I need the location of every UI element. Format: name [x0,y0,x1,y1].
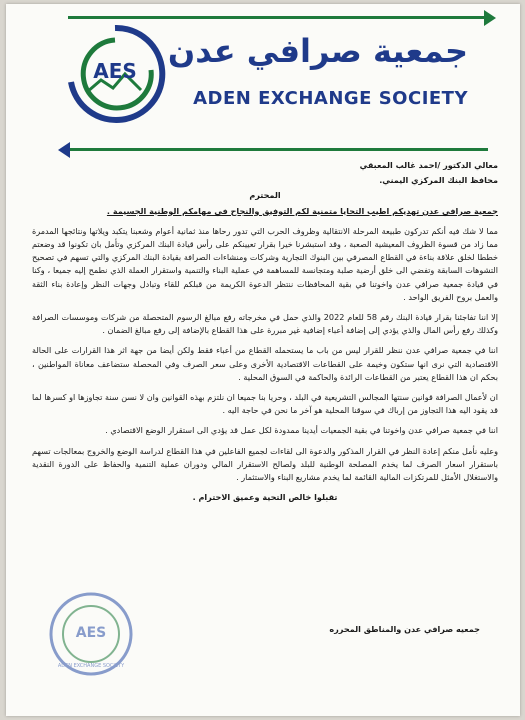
paragraph-2: إلا اننا تفاجئنا بقرار قيادة البنك رقم 58 للعام 2022 والذي حمل في مخرجاته رفع مبالغ الرسوم المتحصلة من شركات وموسسات الصرافة وكذلك رفع رأس المال والذي يؤدي إلى إضافة أعباء إضافية غير مبررة على هذا القطاع بالإضافة إلى رفع مبالغ الضمان . [32,312,498,336]
arrow-right-icon [484,10,496,26]
signature: جمعيه صرافي عدن والمناطق المحرره [329,624,480,634]
org-title-english: ADEN EXCHANGE SOCIETY [193,88,468,109]
recipient-name: معالي الدكتور /احمد غالب المعبقي [359,160,498,170]
letter-body [32,159,498,511]
closing-line: تقبلوا خالص التحية وعميق الاحترام . [192,492,338,503]
org-stamp [46,589,136,679]
paragraph-5: اننا في جمعية صرافي عدن واخوتنا في بقية الجمعيات أيدينا ممدودة لكل عمل قد يؤدي الى استقرار الوضع الاقتصادي . [105,425,498,436]
aes-logo [61,20,169,128]
stamp-caption: ADEN EXCHANGE SOCIETY [57,663,125,669]
letter-headline: جمعية صرافي عدن تهديكم اطيب التحايا متمنية لكم التوفيق والنجاح في مهامكم الوطنية الجسيمة . [106,205,498,216]
stamp-logo-text: AES [75,625,107,641]
letter-page [6,4,520,716]
org-title-arabic: جمعية صرافي عدن [167,32,468,70]
header-bottom-bar [68,148,488,151]
paragraph-6: وعليه نأمل منكم إعادة النظر في القرار المذكور والدعوة الى لقاءات لجميع الفاعلين في هذا القطاع لدراسة الوضع والخروج بمعالجات تسهم باستقرار اسعار الصرف لما يخدم المصلحة الوطنية للبلد ولصالح الاستقرار المالي ودوران عملية التنمية والحفاظ على الدورة النقدية والاستغلال الأمثل للمرتكزات المالية القائمة لما يخدم مشاريع البناء والاستثمار . [32,445,498,483]
arrow-left-icon [58,142,70,158]
recipient-title: محافظ البنك المركزي اليمني. [379,175,498,186]
paragraph-3: اننا في جمعية صرافي عدن ننظر للقرار ليس من باب ما يستحمله القطاع من أعباء فقط ولكن أيضا من جهة اثر هذا القرارات على الحالة الاقتصادية التي نرى انها ستكون وخيمة على القطاعات الاقتصادية الأخرى وعلى سعر الصرف وفي المحصلة ستضاعف معاناة المواطنين ، بحكم ان هذا القطاع يعتبر من القطاعات الرائدة والحاكمة في السوق المحلية . [32,345,498,382]
paragraph-1: مما لا شك فيه أنكم تدركون طبيعة المرحلة الانتقالية وظروف الحرب التي تدور رحاها منذ ثمانية أعوام وشعبنا يتكبد ويلاتها ونتائجها المدمرة مما زاد من قسوة الظروف المعيشية الصعبة ، وقد استبشرنا خيرا بقرار تعيينكم على رأس قيادة البنك المركزي وتأمل بان تكونوا قد وضعتم خططا لخلق علاقة بناءة في القطاع المصرفي بين البنوك التجارية وشركات ومنشاءات الصرافة بقيادة البنك المركزي والتي تسهم في تصحيح التشوهات السابقة وتفضي الى خلق أرضية صلبة ومتجانسة للمساهمة في عملية البناء والتنمية واستقرار العملة الذي نطمح إليه جميعا ، وكنا في قيادة جمعية صرافي عدن واخوتنا في بقية المحافظات ننتظر الدعوة الكريمة من قبلكم للقاء وتبادل وجهات النظر وإعادة بناء الثقة والعمل بروح الفريق الواحد . [32,225,498,302]
logo-text: AES [93,59,137,83]
letterhead [6,4,520,154]
header-top-bar [68,16,488,19]
paragraph-4: ان لأعمال الصرافة قوانين سنتها المجالس التشريعية في البلد ، وحريا بنا جميعا ان نلتزم بهذه القوانين وان لا نسن سنة تجاوزها او كسرها لما قد يقود اليه هذا التجاوز من إرباك في سوقنا المحلية هو آخر ما نحن في حاجة اليه . [32,392,498,416]
greeting: المحترم [249,190,281,201]
